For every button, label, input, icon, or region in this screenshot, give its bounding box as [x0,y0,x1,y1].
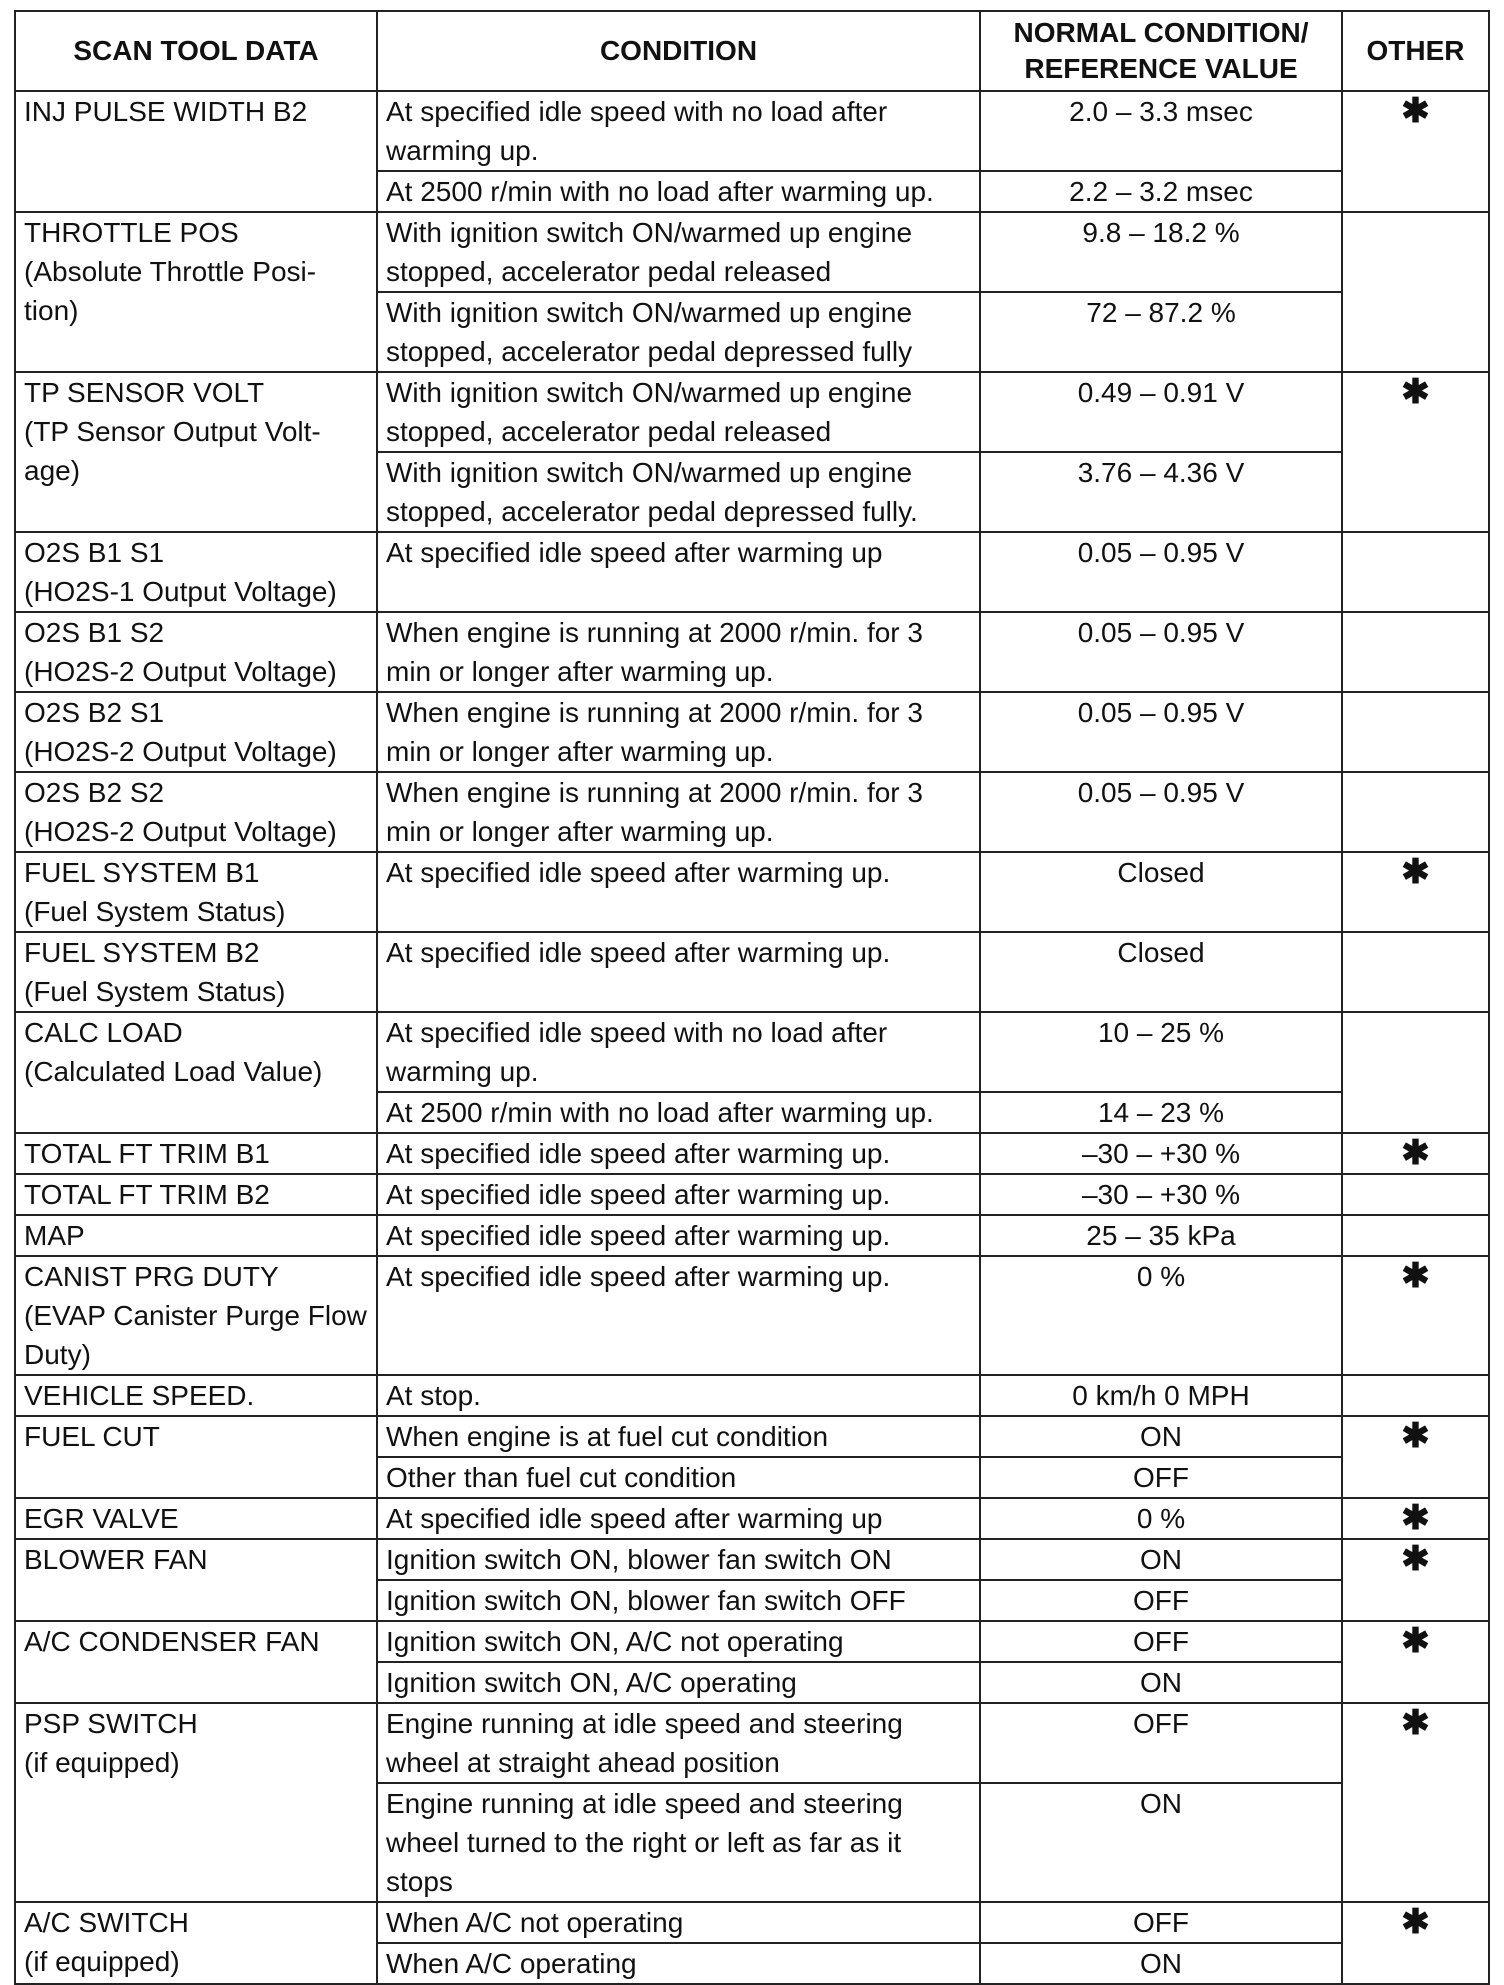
header-row [15,11,1489,91]
condition-cell: Ignition switch ON, A/C operating [377,1662,980,1703]
scan-item-name: CANIST PRG DUTY [24,1261,279,1292]
reference-value: OFF [980,1703,1342,1783]
scan-item-desc: (Fuel System Status) [24,896,286,927]
reference-value: 0 % [980,1256,1342,1375]
table-row [15,1703,1489,1783]
table-row [15,692,1489,772]
reference-value: ON [980,1416,1342,1457]
reference-value: 0.05 – 0.95 V [980,532,1342,612]
header-normal-condition [980,11,1342,91]
reference-value: 3.76 – 4.36 V [980,452,1342,532]
scan-item-o2s-b1-s1 [15,532,377,612]
condition-cell: With ignition switch ON/warmed up engine stopped, accelerator pedal released [377,212,980,292]
reference-value: 0 km/h 0 MPH [980,1375,1342,1416]
other-cell-empty [1342,772,1489,852]
reference-value: 0.05 – 0.95 V [980,772,1342,852]
condition-cell: Other than fuel cut condition [377,1457,980,1498]
other-cell-empty [1342,1375,1489,1416]
reference-value: OFF [980,1580,1342,1621]
table-row [15,212,1489,292]
reference-value: 72 – 87.2 % [980,292,1342,372]
scan-item-ac-condenser-fan: A/C CONDENSER FAN [15,1621,377,1703]
scan-item-ac-switch [15,1902,377,1984]
scan-item-desc: (EVAP Canister Purge Flow Duty) [24,1300,367,1370]
condition-cell: At specified idle speed after warming up. [377,1215,980,1256]
other-mark: ✱ [1342,1539,1489,1621]
other-mark: ✱ [1342,372,1489,532]
table-row [15,1133,1489,1174]
other-mark: ✱ [1342,1498,1489,1539]
reference-value: 9.8 – 18.2 % [980,212,1342,292]
scan-tool-data-table [14,10,1490,1985]
scan-item-desc: (HO2S-2 Output Voltage) [24,656,337,687]
table-row [15,852,1489,932]
reference-value: 0.49 – 0.91 V [980,372,1342,452]
scan-item-o2s-b2-s1 [15,692,377,772]
table-row [15,932,1489,1012]
scan-item-calc-load [15,1012,377,1133]
table-row [15,1902,1489,1943]
condition-cell: When A/C not operating [377,1902,980,1943]
scan-item-fuel-cut: FUEL CUT [15,1416,377,1498]
table-row [15,772,1489,852]
reference-value: OFF [980,1621,1342,1662]
table-row [15,1375,1489,1416]
condition-cell: At specified idle speed after warming up [377,532,980,612]
condition-cell: Ignition switch ON, A/C not operating [377,1621,980,1662]
condition-cell: At 2500 r/min with no load after warming up. [377,171,980,212]
other-cell-empty [1342,532,1489,612]
other-cell-empty [1342,692,1489,772]
scan-item-desc: (HO2S-1 Output Voltage) [24,576,337,607]
scan-item-canist-prg-duty [15,1256,377,1375]
other-mark: ✱ [1342,1621,1489,1703]
condition-cell: At specified idle speed after warming up [377,1498,980,1539]
condition-cell: At specified idle speed with no load after warming up. [377,91,980,171]
condition-cell: With ignition switch ON/warmed up engine stopped, accelerator pedal depressed fully [377,292,980,372]
scan-item-tp-sensor-volt [15,372,377,532]
condition-cell: Engine running at idle speed and steering wheel turned to the right or left as far as it stops [377,1783,980,1902]
scan-item-fuel-system-b2 [15,932,377,1012]
scan-item-name: TP SENSOR VOLT [24,377,265,408]
reference-value: 2.0 – 3.3 msec [980,91,1342,171]
condition-cell: At specified idle speed after warming up. [377,932,980,1012]
scan-item-desc: (if equipped) [24,1946,180,1977]
other-mark: ✱ [1342,1902,1489,1984]
reference-value: –30 – +30 % [980,1174,1342,1215]
scan-item-vehicle-speed: VEHICLE SPEED. [15,1375,377,1416]
reference-value: 25 – 35 kPa [980,1215,1342,1256]
scan-item-desc: (HO2S-2 Output Voltage) [24,816,337,847]
scan-item-name: FUEL SYSTEM B2 [24,937,260,968]
reference-value: 14 – 23 % [980,1092,1342,1133]
other-cell-empty [1342,932,1489,1012]
other-mark: ✱ [1342,1133,1489,1174]
condition-cell: Ignition switch ON, blower fan switch ON [377,1539,980,1580]
scan-item-total-ft-trim-b2: TOTAL FT TRIM B2 [15,1174,377,1215]
header-normal-line1: NORMAL CONDITION/ [1013,17,1309,48]
condition-cell: When engine is running at 2000 r/min. for 3 min or longer after warming up. [377,772,980,852]
table-row [15,1416,1489,1457]
scan-item-inj-pulse-width: INJ PULSE WIDTH B2 [15,91,377,212]
condition-cell: At stop. [377,1375,980,1416]
condition-cell: With ignition switch ON/warmed up engine stopped, accelerator pedal released [377,372,980,452]
other-mark: ✱ [1342,1416,1489,1498]
table-row [15,91,1489,171]
reference-value: OFF [980,1457,1342,1498]
scan-item-blower-fan: BLOWER FAN [15,1539,377,1621]
other-mark: ✱ [1342,1703,1489,1902]
scan-item-name: O2S B1 S1 [24,537,165,568]
scan-item-fuel-system-b1 [15,852,377,932]
scan-item-name: O2S B1 S2 [24,617,165,648]
condition-cell: When engine is at fuel cut condition [377,1416,980,1457]
condition-cell: At specified idle speed after warming up. [377,852,980,932]
reference-value: Closed [980,852,1342,932]
reference-value: ON [980,1539,1342,1580]
scan-item-name: FUEL SYSTEM B1 [24,857,260,888]
scan-item-desc: (TP Sensor Output Volt-age) [24,416,321,486]
condition-cell: At specified idle speed after warming up. [377,1256,980,1375]
reference-value: ON [980,1783,1342,1902]
scan-item-total-ft-trim-b1: TOTAL FT TRIM B1 [15,1133,377,1174]
scan-item-desc: (Fuel System Status) [24,976,286,1007]
scan-item-name: A/C SWITCH [24,1907,189,1938]
reference-value: OFF [980,1902,1342,1943]
other-cell-empty [1342,1012,1489,1133]
header-scan-tool-data: SCAN TOOL DATA [15,11,377,91]
condition-cell: With ignition switch ON/warmed up engine stopped, accelerator pedal depressed fully. [377,452,980,532]
scan-item-desc: (if equipped) [24,1747,180,1778]
scan-item-name: PSP SWITCH [24,1708,198,1739]
table-row [15,372,1489,452]
table-row [15,1621,1489,1662]
reference-value: ON [980,1662,1342,1703]
scan-item-name: O2S B2 S2 [24,777,165,808]
other-mark: ✱ [1342,91,1489,212]
condition-cell: At 2500 r/min with no load after warming up. [377,1092,980,1133]
scan-item-desc: (Calculated Load Value) [24,1056,323,1087]
table-row [15,612,1489,692]
reference-value: ON [980,1943,1342,1984]
scan-item-name: CALC LOAD [24,1017,183,1048]
condition-cell: At specified idle speed after warming up. [377,1174,980,1215]
scan-item-o2s-b1-s2 [15,612,377,692]
reference-value: Closed [980,932,1342,1012]
table-row [15,1215,1489,1256]
reference-value: 2.2 – 3.2 msec [980,171,1342,212]
other-cell-empty [1342,1215,1489,1256]
condition-cell: When engine is running at 2000 r/min. for 3 min or longer after warming up. [377,612,980,692]
scan-item-psp-switch [15,1703,377,1902]
reference-value: 10 – 25 % [980,1012,1342,1092]
scan-item-name: O2S B2 S1 [24,697,165,728]
header-other: OTHER [1342,11,1489,91]
condition-cell: Engine running at idle speed and steering wheel at straight ahead position [377,1703,980,1783]
other-mark: ✱ [1342,852,1489,932]
other-mark: ✱ [1342,1256,1489,1375]
other-cell-empty [1342,1174,1489,1215]
reference-value: 0.05 – 0.95 V [980,692,1342,772]
reference-value: –30 – +30 % [980,1133,1342,1174]
table-row [15,1012,1489,1092]
scan-item-desc: (HO2S-2 Output Voltage) [24,736,337,767]
condition-cell: At specified idle speed with no load after warming up. [377,1012,980,1092]
table-row [15,1256,1489,1375]
table-row [15,532,1489,612]
scan-item-o2s-b2-s2 [15,772,377,852]
table-row [15,1498,1489,1539]
condition-cell: At specified idle speed after warming up. [377,1133,980,1174]
scan-item-throttle-pos [15,212,377,372]
scan-item-desc: (Absolute Throttle Posi-tion) [24,256,317,326]
table-row [15,1174,1489,1215]
condition-cell: When A/C operating [377,1943,980,1984]
other-cell-empty [1342,612,1489,692]
scan-item-name: THROTTLE POS [24,217,239,248]
scan-item-map: MAP [15,1215,377,1256]
condition-cell: When engine is running at 2000 r/min. for 3 min or longer after warming up. [377,692,980,772]
scan-item-egr-valve: EGR VALVE [15,1498,377,1539]
header-condition: CONDITION [377,11,980,91]
reference-value: 0.05 – 0.95 V [980,612,1342,692]
reference-value: 0 % [980,1498,1342,1539]
header-normal-line2: REFERENCE VALUE [1024,53,1298,84]
condition-cell: Ignition switch ON, blower fan switch OFF [377,1580,980,1621]
table-row [15,1539,1489,1580]
other-cell-empty [1342,212,1489,372]
